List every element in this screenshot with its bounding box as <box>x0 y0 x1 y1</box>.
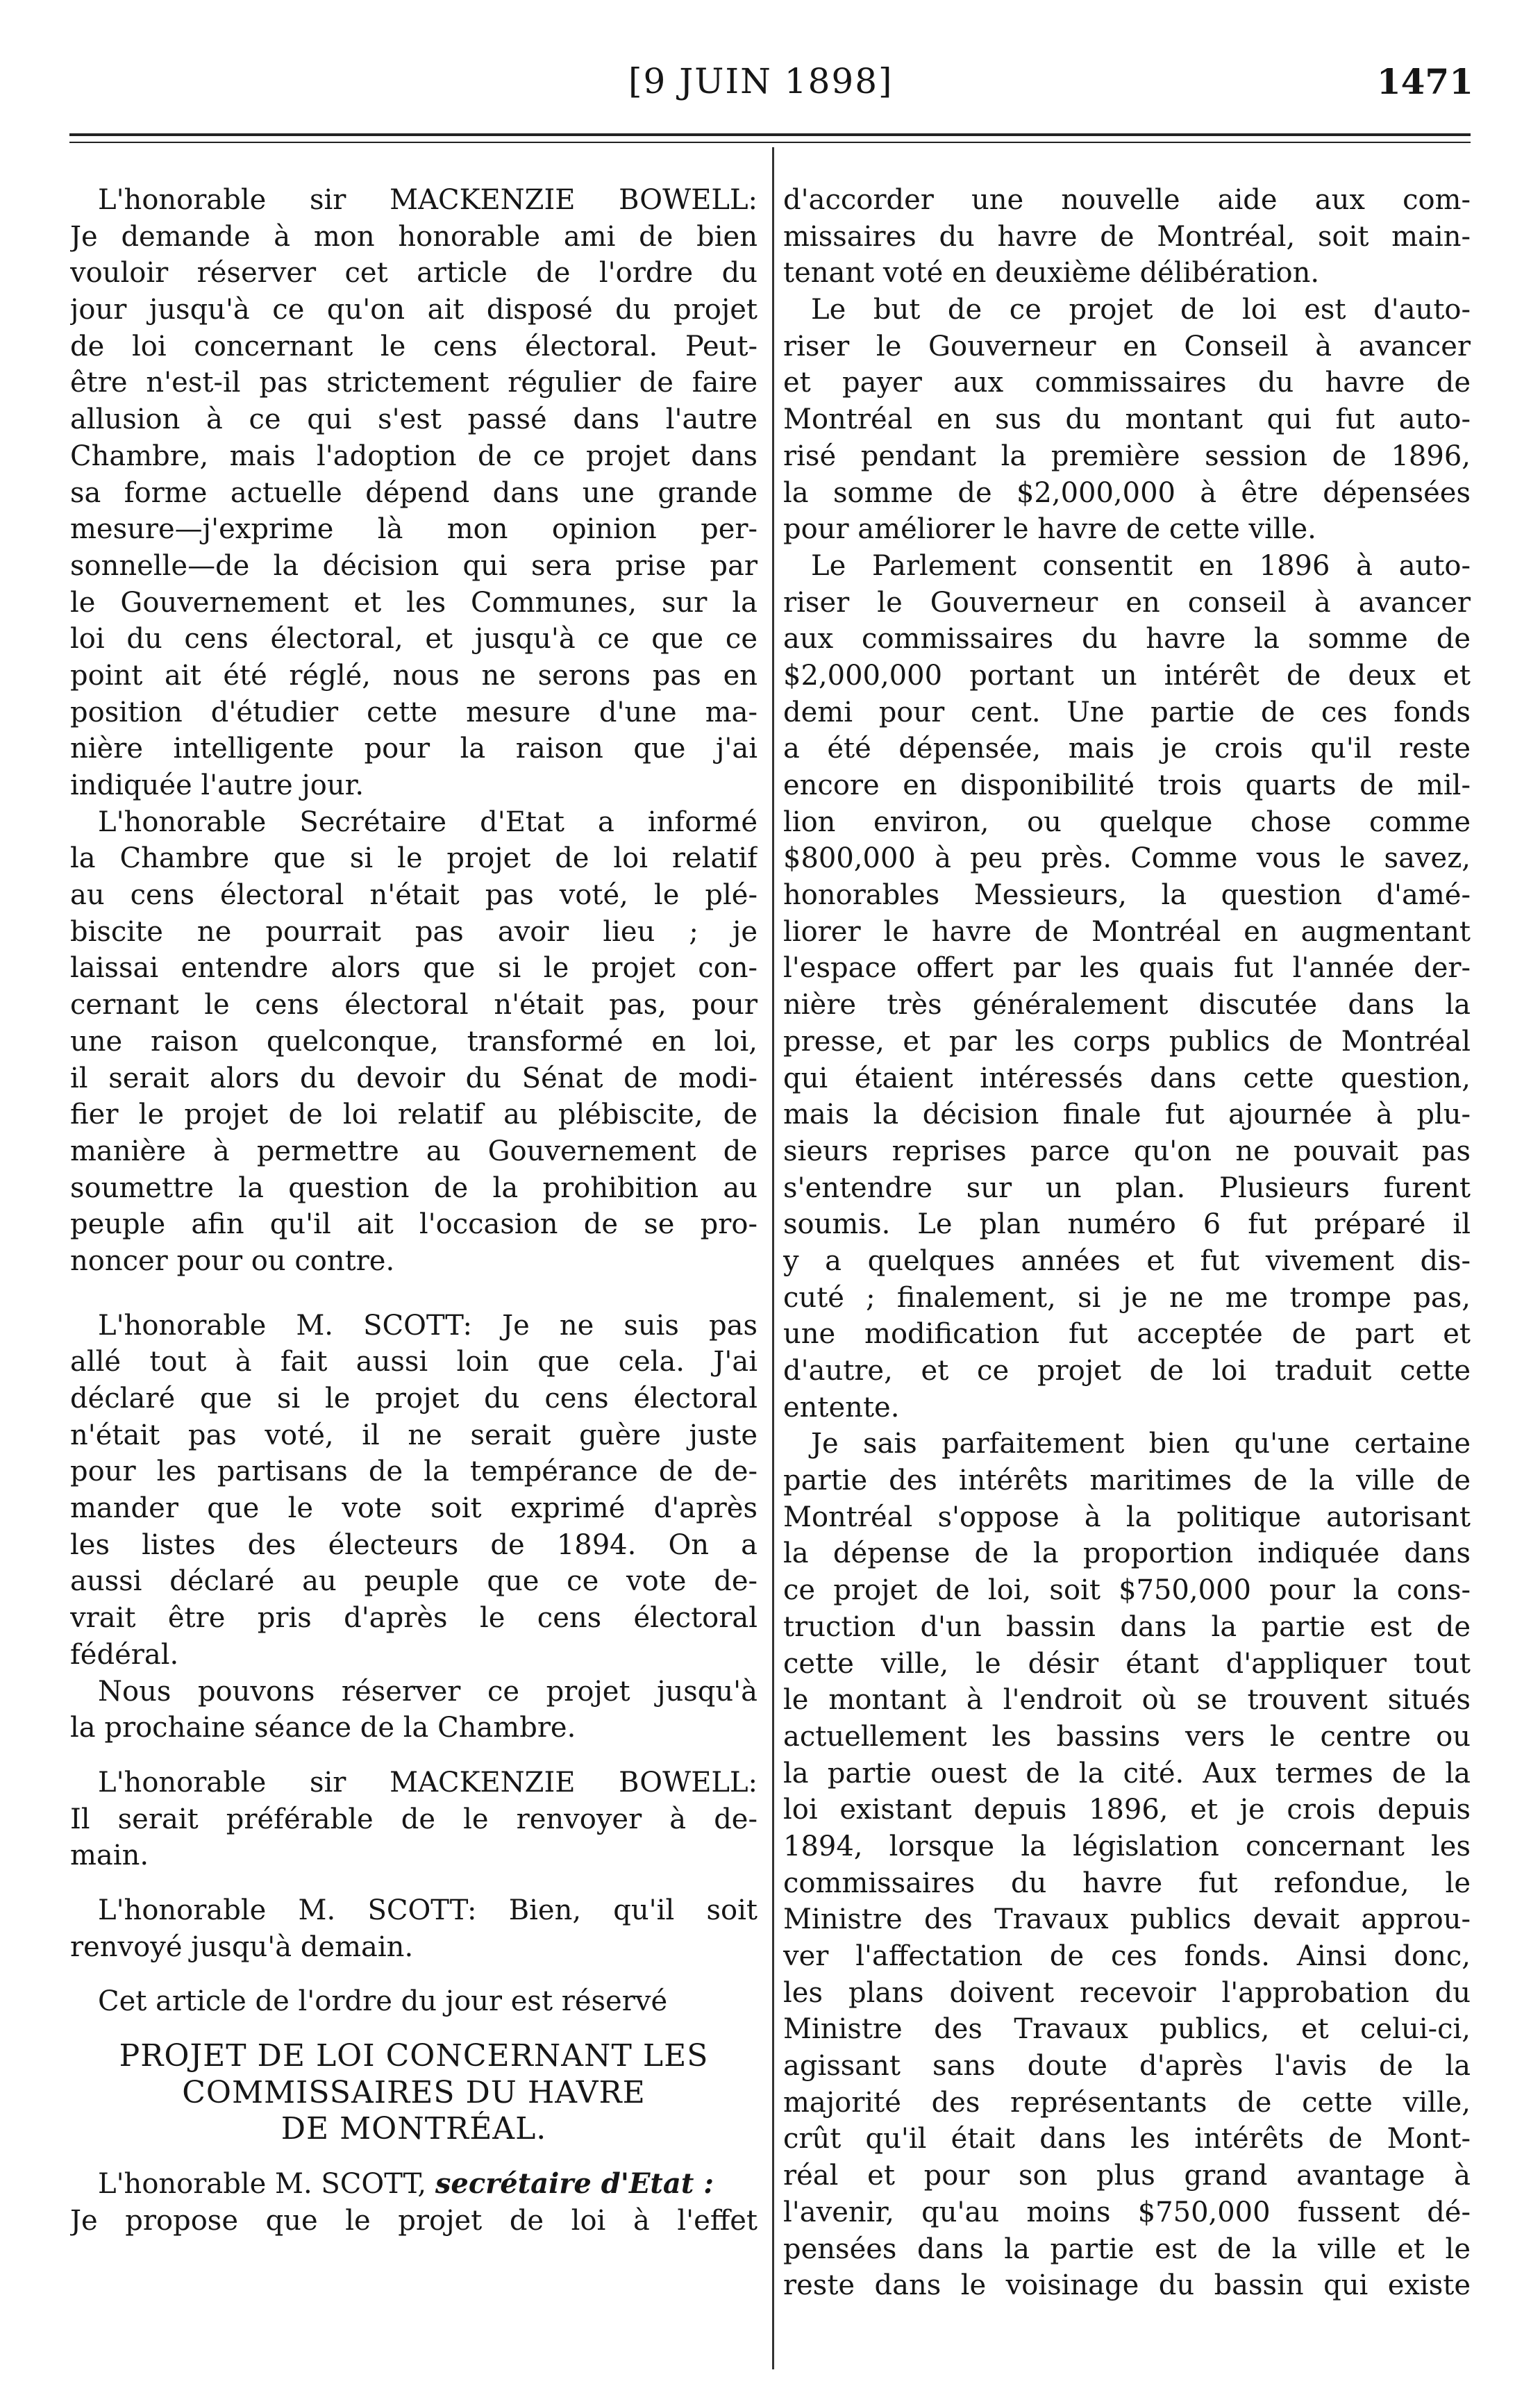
text-line: demi pour cent. Une partie de ces fonds <box>783 696 1471 728</box>
section-heading: COMMISSAIRES DU HAVRE <box>182 2074 646 2110</box>
text-line: L'honorable Secrétaire d'Etat a informé <box>98 806 758 838</box>
speaker-title: secrétaire d'Etat : <box>435 2167 714 2201</box>
text-line: y a quelques années et fut vivement dis- <box>783 1244 1471 1277</box>
text-line: agissant sans doute d'après l'avis de la <box>783 2050 1471 2083</box>
text-line: pensées dans la partie est de la ville et le <box>783 2233 1471 2265</box>
text-line: partie des intérêts maritimes de la ville de <box>783 1465 1471 1497</box>
text-line: mander que le vote soit exprimé d'après <box>70 1492 758 1525</box>
text-line: qui étaient intéressés dans cette question, <box>783 1062 1471 1094</box>
text-line: position d'étudier cette mesure d'une ma- <box>70 696 758 728</box>
text-line: Ministre des Travaux publics devait approu- <box>783 1903 1471 1936</box>
text-line: ver l'affectation de ces fonds. Ainsi donc, <box>783 1940 1471 1972</box>
text-line: riser le Gouverneur en Conseil à avancer <box>783 330 1471 362</box>
text-line: $2,000,000 portant un intérêt de deux et <box>783 659 1471 692</box>
text-line: Le but de ce projet de loi est d'auto- <box>811 294 1471 326</box>
text-line: Chambre, mais l'adoption de ce projet dans <box>70 440 758 472</box>
text-line: loi existant depuis 1896, et je crois depuis <box>783 1794 1471 1826</box>
text-line: Il serait préférable de le renvoyer à de- <box>70 1803 758 1835</box>
text-line: réal et pour son plus grand avantage à <box>783 2160 1471 2192</box>
text-line: déclaré que si le projet du cens électoral <box>70 1383 758 1415</box>
text-line: Je propose que le projet de loi à l'effet <box>70 2204 758 2237</box>
text-line: la dépense de la proportion indiquée dans <box>783 1537 1471 1570</box>
text-line: le Gouvernement et les Communes, sur la <box>70 586 758 619</box>
header-rule-thin <box>69 142 1471 143</box>
text-line: la partie ouest de la cité. Aux termes de la <box>783 1757 1471 1790</box>
left-column <box>70 182 758 2239</box>
text-line: renvoyé jusqu'à demain. <box>70 1930 414 1963</box>
text-line: sonnelle—de la décision qui sera prise par <box>70 549 758 582</box>
text-line: être n'est-il pas strictement régulier de faire <box>70 367 758 399</box>
text-line: reste dans le voisinage du bassin qui existe <box>783 2269 1471 2302</box>
text-line: les plans doivent recevoir l'approbation du <box>783 1976 1471 2009</box>
text-line: pour améliorer le havre de cette ville. <box>783 513 1316 546</box>
text-line: de loi concernant le cens électoral. Peut- <box>70 330 758 362</box>
text-line: Ministre des Travaux publics, et celui-ci, <box>783 2013 1471 2046</box>
text-line: l'avenir, qu'au moins $750,000 fussent dé- <box>783 2196 1471 2228</box>
speaker-name: L'honorable M. SCOTT, <box>98 2168 427 2201</box>
text-line: s'entendre sur un plan. Plusieurs furent <box>783 1171 1471 1204</box>
section-heading: DE MONTRÉAL. <box>281 2111 547 2147</box>
text-line: ce projet de loi, soit $750,000 pour la cons- <box>783 1574 1471 1607</box>
text-line: la prochaine séance de la Chambre. <box>70 1712 576 1744</box>
text-line: sa forme actuelle dépend dans une grande <box>70 476 758 509</box>
text-line: point ait été réglé, nous ne serons pas en <box>70 659 758 692</box>
text-line: Je sais parfaitement bien qu'une certaine <box>811 1428 1471 1460</box>
text-line: Nous pouvons réserver ce projet jusqu'à <box>98 1675 758 1708</box>
text-line: L'honorable M. SCOTT: Bien, qu'il soit <box>98 1894 758 1926</box>
text-line: aux commissaires du havre la somme de <box>783 623 1471 656</box>
text-line: nière très généralement discutée dans la <box>783 989 1471 1021</box>
text-line: sieurs reprises parce qu'on ne pouvait pas <box>783 1135 1471 1167</box>
text-line: 1894, lorsque la législation concernant les <box>783 1830 1471 1862</box>
text-line: crût qu'il était dans les intérêts de Mont- <box>783 2123 1471 2155</box>
text-line: missaires du havre de Montréal, soit main- <box>783 220 1471 253</box>
text-line: fier le projet de loi relatif au plébiscite, de <box>70 1099 758 1131</box>
text-line: L'honorable M. SCOTT: Je ne suis pas <box>98 1309 758 1342</box>
text-line: majorité des représentants de cette ville, <box>783 2086 1471 2119</box>
text-line: actuellement les bassins vers le centre ou <box>783 1720 1471 1753</box>
text-line: liorer le havre de Montréal en augmentant <box>783 915 1471 948</box>
text-line: une modification fut acceptée de part et <box>783 1318 1471 1351</box>
text-line: une raison quelconque, transformé en loi, <box>70 1025 758 1058</box>
text-line: a été dépensée, mais je crois qu'il reste <box>783 733 1471 765</box>
section-heading: PROJET DE LOI CONCERNANT LES <box>119 2038 709 2074</box>
text-line: cuté ; finalement, si je ne me trompe pas, <box>783 1281 1471 1314</box>
text-line: manière à permettre au Gouvernement de <box>70 1135 758 1167</box>
text-line: mesure—j'exprime là mon opinion per- <box>70 513 758 546</box>
text-line: il serait alors du devoir du Sénat de modi- <box>70 1062 758 1094</box>
text-line: truction d'un bassin dans la partie est de <box>783 1610 1471 1643</box>
text-line: noncer pour ou contre. <box>70 1244 395 1277</box>
text-line: la somme de $2,000,000 à être dépensées <box>783 476 1471 509</box>
text-line: risé pendant la première session de 1896, <box>783 440 1471 472</box>
text-line: peuple afin qu'il ait l'occasion de se pro- <box>70 1208 758 1241</box>
text-line: $800,000 à peu près. Comme vous le savez, <box>783 842 1471 875</box>
text-line: tenant voté en deuxième délibération. <box>783 257 1320 290</box>
text-line: d'autre, et ce projet de loi traduit cette <box>783 1355 1471 1387</box>
page-number: 1471 <box>1376 61 1473 102</box>
text-line: vouloir réserver cet article de l'ordre du <box>70 257 758 290</box>
text-line: Montréal s'oppose à la politique autorisant <box>783 1501 1471 1533</box>
text-line: aussi déclaré au peuple que ce vote de- <box>70 1565 758 1598</box>
text-line: Je demande à mon honorable ami de bien <box>70 220 758 253</box>
text-line: Cet article de l'ordre du jour est réservé <box>98 1985 668 2018</box>
text-line <box>70 2166 758 2203</box>
text-line: Montréal en sus du montant qui fut auto- <box>783 403 1471 436</box>
text-line: biscite ne pourrait pas avoir lieu ; je <box>70 915 758 948</box>
text-line: riser le Gouverneur en conseil à avancer <box>783 586 1471 619</box>
text-line: fédéral. <box>70 1638 179 1671</box>
text-line: jour jusqu'à ce qu'on ait disposé du projet <box>70 294 758 326</box>
text-line: entente. <box>783 1391 900 1424</box>
text-line: Le Parlement consentit en 1896 à auto- <box>811 549 1471 582</box>
text-line: commissaires du havre fut refondue, le <box>783 1867 1471 1899</box>
text-line: laissai entendre alors que si le projet con- <box>70 952 758 985</box>
text-line: mais la décision finale fut ajournée à plu- <box>783 1099 1471 1131</box>
page-date: [9 JUIN 1898] <box>628 61 894 101</box>
text-line: indiquée l'autre jour. <box>70 769 365 801</box>
column-divider <box>772 147 774 2369</box>
text-line: encore en disponibilité trois quarts de mil- <box>783 769 1471 801</box>
text-line: nière intelligente pour la raison que j'ai <box>70 733 758 765</box>
text-line: n'était pas voté, il ne serait guère juste <box>70 1419 758 1451</box>
text-line: presse, et par les corps publics de Montréal <box>783 1025 1471 1058</box>
text-line: les listes des électeurs de 1894. On a <box>70 1528 758 1561</box>
text-line: au cens électoral n'était pas voté, le plé- <box>70 879 758 912</box>
text-line: loi du cens électoral, et jusqu'à ce que ce <box>70 623 758 656</box>
text-line: le montant à l'endroit où se trouvent situés <box>783 1684 1471 1717</box>
text-line: pour les partisans de la tempérance de de- <box>70 1456 758 1488</box>
text-line: main. <box>70 1840 149 1872</box>
right-column <box>783 182 1471 2304</box>
text-line: l'espace offert par les quais fut l'année der- <box>783 952 1471 985</box>
text-line: honorables Messieurs, la question d'amé- <box>783 879 1471 912</box>
text-line: cette ville, le désir étant d'appliquer tout <box>783 1647 1471 1680</box>
text-line: soumettre la question de la prohibition au <box>70 1171 758 1204</box>
text-line: L'honorable sir MACKENZIE BOWELL: <box>98 184 758 216</box>
text-line: vrait être pris d'après le cens électoral <box>70 1602 758 1635</box>
text-line: L'honorable sir MACKENZIE BOWELL: <box>98 1766 758 1799</box>
text-line: la Chambre que si le projet de loi relatif <box>70 842 758 875</box>
text-line: soumis. Le plan numéro 6 fut préparé il <box>783 1208 1471 1241</box>
header-rule-thick <box>69 133 1471 136</box>
text-line: d'accorder une nouvelle aide aux com- <box>783 184 1471 216</box>
text-line: allé tout à fait aussi loin que cela. J'ai <box>70 1346 758 1378</box>
text-line: allusion à ce qui s'est passé dans l'autre <box>70 403 758 436</box>
text-line: et payer aux commissaires du havre de <box>783 367 1471 399</box>
text-line: lion environ, ou quelque chose comme <box>783 806 1471 838</box>
page-header <box>0 61 1540 117</box>
text-line: cernant le cens électoral n'était pas, pour <box>70 989 758 1021</box>
